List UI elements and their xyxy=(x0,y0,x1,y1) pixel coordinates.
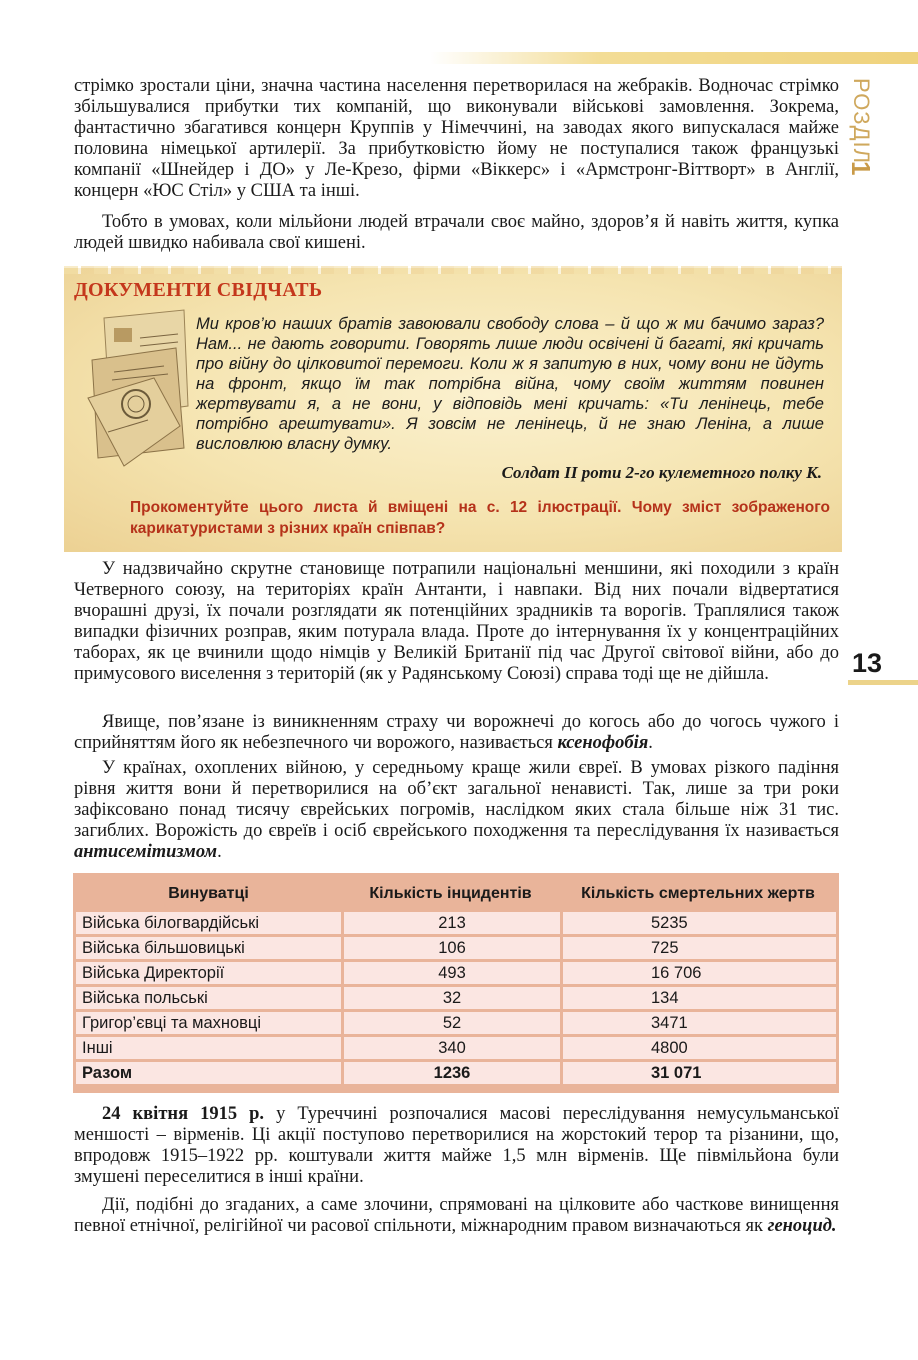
document-signature: Солдат II роти 2-го кулеметного полку К. xyxy=(501,463,822,482)
document-heading: ДОКУМЕНТИ СВІДЧАТЬ xyxy=(74,279,323,301)
xenophobia-term: ксенофобія xyxy=(557,733,649,753)
column-header-deaths: Кількість смертельних жертв xyxy=(560,879,836,909)
xenophobia-end: . xyxy=(648,733,653,753)
table-row xyxy=(76,987,836,1009)
document-letter-text: Ми кров’ю наших братів завоювали свободу слова – й що ж ми бачимо зараз? Нам... не дають говорити. Говорять лише люди освічені й багаті, які кричать про війну до цілковитої перемоги. Коли ж я запитую в них, чому вони не йдуть на фронт, якщо їм так потрібна війна, чому своїм життям повинен жертвувати я, а не вони, у відповідь мені кричать: «Ти ленінець, тебе потрібно арештувати». Я зовсім не ленінець, й не знаю Леніна, а лише висловлюю власну думку. xyxy=(196,315,824,453)
table-cell: Війська польські xyxy=(76,987,341,1009)
armenian-date: 24 квітня 1915 р. xyxy=(102,1104,265,1124)
body-paragraph-minorities: У надзвичайно скрутне становище потрапили національні меншини, які походили з країн Четверного союзу, на територіях країн Антанти, і навпаки. Від них почали відвертатися вчорашні друзі, їх почали розглядати як потенційних зрадників та ворогів. Траплялися також випадки фізичних розправ, яким потурала влада. Проте до інтернування їх у концентраційних таборах, як це вчинили щодо німців у Великій Британії під час Другої світової війни, або до примусового виселення з територій (як у Радянському Союзі) справа тоді ще не дійшла. xyxy=(74,559,839,684)
pogrom-table xyxy=(76,876,836,1087)
table-row xyxy=(76,962,836,984)
table-row xyxy=(76,1037,836,1059)
table-cell: 5235 xyxy=(560,912,836,934)
table-row xyxy=(76,912,836,934)
pogrom-table-frame xyxy=(73,873,839,1093)
table-cell: Війська більшовицькі xyxy=(76,937,341,959)
section-label: РОЗДІЛ xyxy=(849,78,874,165)
table-total-row xyxy=(76,1062,836,1084)
table-cell: 213 xyxy=(341,912,560,934)
document-box-edge xyxy=(64,266,842,274)
body-paragraph-armenians xyxy=(74,1104,839,1188)
table-cell: 340 xyxy=(341,1037,560,1059)
column-header-perpetrators: Винуватці xyxy=(76,879,341,909)
page-number-bar xyxy=(848,680,918,685)
table-cell: 32 xyxy=(341,987,560,1009)
intro-paragraph-2: Тобто в умовах, коли мільйони людей втрачали своє майно, здоров’я й навіть життя, купка людей швидко набивала свої кишені. xyxy=(74,212,839,253)
table-cell: 106 xyxy=(341,937,560,959)
table-row xyxy=(76,1012,836,1034)
table-cell: Війська Директорії xyxy=(76,962,341,984)
page-number: 13 xyxy=(852,648,883,678)
table-total-incidents: 1236 xyxy=(341,1062,560,1084)
table-cell: Війська білогвардійські xyxy=(76,912,341,934)
intro-paragraph-1: стрімко зростали ціни, значна частина населення перетворилася на жебраків. Водночас стрімко збільшувалися прибутки тих компаній, що виконували військові замовлення. Зокрема, фантастично збагатився концерн Круппів у Німеччині, на заводах якого випускалася майже половина німецької артилерії. За прибутковістю йому не поступалися також французькі компанії «Шнейдер і ДО» у Ле-Крезо, фірми «Віккерс» і «Армстронг-Віттворт» в Англії, концерн «ЮС Стіл» у США та інші. xyxy=(74,76,839,201)
section-marker xyxy=(846,72,876,182)
antisemitism-term: антисемітизмом xyxy=(74,842,218,862)
letters-image xyxy=(84,308,192,468)
document-question: Прокоментуйте цього листа й вміщені на с. 12 ілюстрації. Чому зміст зображеного карикатуристами з різних країн співпав? xyxy=(130,499,830,537)
table-header-row xyxy=(76,879,836,909)
section-number: 1 xyxy=(846,160,876,176)
table-cell: 4800 xyxy=(560,1037,836,1059)
table-total-label: Разом xyxy=(76,1062,341,1084)
table-row xyxy=(76,937,836,959)
genocide-text: Дії, подібні до згаданих, а саме злочини, спрямовані на цілковите або часткове винищення певної етнічної, релігійної чи расової спільноти, міжнародним правом визначаються як xyxy=(74,1195,839,1236)
table-cell: Григор’євці та махновці xyxy=(76,1012,341,1034)
body-paragraph-xenophobia xyxy=(74,712,839,754)
genocide-term: геноцид. xyxy=(767,1216,837,1236)
antisemitism-end: . xyxy=(217,842,222,862)
table-cell: 493 xyxy=(341,962,560,984)
column-header-incidents: Кількість інцидентів xyxy=(341,879,560,909)
header-decor-bar xyxy=(430,52,918,64)
table-cell: 3471 xyxy=(560,1012,836,1034)
table-cell: 134 xyxy=(560,987,836,1009)
table-cell: Інші xyxy=(76,1037,341,1059)
table-cell: 725 xyxy=(560,937,836,959)
table-cell: 52 xyxy=(341,1012,560,1034)
table-total-deaths: 31 071 xyxy=(560,1062,836,1084)
table-cell: 16 706 xyxy=(560,962,836,984)
body-paragraph-genocide xyxy=(74,1195,839,1237)
body-paragraph-antisemitism xyxy=(74,758,839,863)
antisemitism-text: У країнах, охоплених війною, у середньому краще жили євреї. В умовах різкого падіння рівня життя вони й перетворилися на об’єкт загальної ненависті. Так, лише за три роки зафіксовано понад тисячу єврейських погромів, наслідком яких стала більше ніж 31 тис. загиблих. Ворожість до євреїв і осіб єврейського походження та переслідування їх називається xyxy=(74,758,839,841)
xenophobia-text: Явище, пов’язане із виникненням страху чи ворожнечі до когось або до чогось чужого і сприйняттям його як небезпечного чи ворожого, називається xyxy=(74,712,839,753)
armenian-text: у Туреччині розпочалися масові переслідування немусульманської меншості – вірменів. Ці акції поступово перетворилися на жорстокий терор та різанини, що, впродовж 1915–1922 рр. коштували життя майже 1,5 млн вірменів. Ще півмільйона були змушені переселитися в інші країни. xyxy=(74,1104,839,1187)
